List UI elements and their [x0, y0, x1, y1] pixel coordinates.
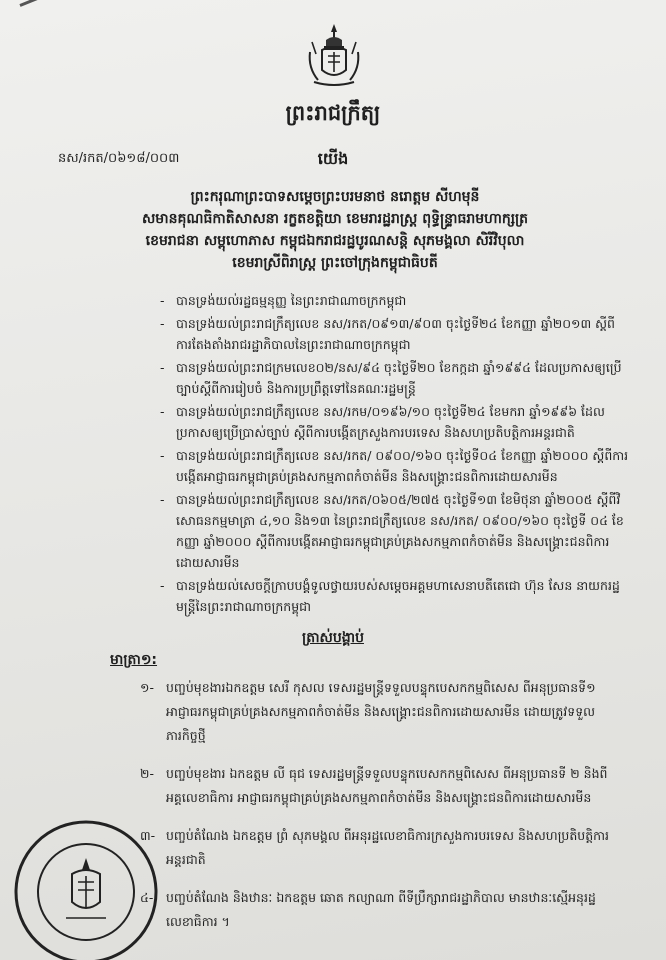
royal-arms-emblem-icon — [304, 22, 364, 88]
decree-title: ព្រះរាជក្រឹត្យ — [285, 101, 381, 125]
article-item — [140, 762, 620, 810]
item-number: ៤- — [140, 890, 154, 905]
article-item — [140, 824, 620, 872]
considerations-list — [160, 290, 630, 619]
document-number: នស/រកត/០៦១៨/០០៣ — [58, 151, 180, 166]
consideration-item: - បានទ្រង់យល់ព្រះរាជក្រឹត្យលេខ នស/រកត/ ០៩០០/១៦០ ចុះថ្ងៃទី០៤ ខែកញ្ញា ឆ្នាំ២០០០ ស្ដីពីការបង្កើតអាជ្ញាធរកម្ពុជាគ្រប់គ្រងសកម្មភាពកំចាត់មីន និងសង្គ្រោះជនពិការដោយសារមីន — [160, 445, 630, 487]
article-item — [140, 886, 620, 934]
item-number: ២- — [140, 766, 154, 781]
royal-title-line: សមានគុណធិកាតិសាសនា រក្ខតខត្តិយា ខេមរារដ្ឋរាស្ត្រ ពុទ្ធិន្ទ្រាធរាមហាក្សត្រ — [141, 211, 529, 227]
item-text: បញ្ចប់មុខងារ ឯកឧត្ដម លី ធុជ ទេសរដ្ឋមន្ត្រីទទួលបន្ទុកបេសកកម្មពិសេស ពីអនុប្រធានទី ២ និងពីអគ្គលេខាធិការ អាជ្ញាធរកម្ពុជាគ្រប់គ្រងសកម្មភាពកំចាត់មីន និងសង្គ្រោះជនពិការដោយសារមីន — [166, 766, 608, 805]
royal-title-block — [40, 186, 630, 274]
consideration-item: - បានទ្រង់យល់សេចក្ដីក្រាបបង្គំទូលថ្វាយរបស់សម្ដេចអគ្គមហាសេនាបតីតេជោ ហ៊ុន សែន នាយករដ្ឋមន្ត្រីនៃព្រះរាជាណាចក្រកម្ពុជា — [160, 575, 630, 617]
article-label: មាត្រា១: — [110, 652, 158, 668]
we-heading: យើង — [317, 149, 349, 168]
item-text: បញ្ចប់តំណែង ឯកឧត្ដម ព្រំ សុភមង្គល ពីអនុរដ្ឋលេខាធិការក្រសួងការបរទេស និងសហប្រតិបត្តិការអន្តរជាតិ — [166, 828, 610, 867]
royal-palace-seal-stamp-icon — [12, 818, 160, 960]
item-number: ១- — [140, 680, 154, 695]
royal-title-line: ព្រះករុណាព្រះបាទសម្ដេចព្រះបរមនាថ នរោត្ដម សីហមុនី — [190, 189, 480, 205]
consideration-item: - បានទ្រង់យល់ព្រះរាជក្រឹត្យលេខ នស/រកត/០៦០៥/២៧៥ ចុះថ្ងៃទី១៣ ខែមិថុនា ឆ្នាំ២០០៥ ស្ដីពីវិសោធនកម្មមាត្រា ៤,១០ និង១៣ នៃព្រះរាជក្រឹត្យលេខ នស/រកត/ ០៩០០/១៦០ ចុះថ្ងៃទី ០៤ ខែកញ្ញា ឆ្នាំ២០០០ ស្ដីពីការបង្កើតអាជ្ញាធរកម្ពុជាគ្រប់គ្រងសកម្មភាពកំចាត់មីន និងសង្គ្រោះជនពិការដោយសារមីន — [160, 489, 630, 573]
paper-crease — [19, 0, 104, 7]
royal-title-line: ខេមរាជនា សម្ពុហោភាស កម្ពុជឯករាជរដ្ឋបូរណសន្តិ សុភមង្គលា សិរីវិបុលា — [145, 233, 525, 249]
decides-heading: ត្រាស់បង្គាប់ — [302, 630, 364, 646]
item-text: បញ្ចប់តំណែង និងឋានៈ ឯកឧត្ដម ឆោត កល្យាណា ពីទីប្រឹក្សារាជរដ្ឋាភិបាល មានឋានៈស្មើអនុរដ្ឋលេខាធិការ ។ — [166, 890, 596, 929]
consideration-item: - បានទ្រង់យល់រដ្ឋធម្មនុញ្ញ នៃព្រះរាជាណាចក្រកម្ពុជា — [160, 290, 630, 311]
consideration-item: - បានទ្រង់យល់ព្រះរាជក្រមលេខ០២/នស/៩៤ ចុះថ្ងៃទី២០ ខែកក្កដា ឆ្នាំ១៩៩៤ ដែលប្រកាសឲ្យប្រើច្បាប់ស្ដីពីការរៀបចំ និងការប្រព្រឹត្តទៅនៃគណៈរដ្ឋមន្ត្រី — [160, 357, 630, 399]
article-items — [140, 676, 620, 948]
item-number: ៣- — [140, 828, 156, 843]
royal-title-line: ខេមរាស្រីពិរាស្ត្រ ព្រះចៅក្រុងកម្ពុជាធិបតី — [232, 255, 438, 271]
article-item — [140, 676, 620, 748]
item-text: បញ្ចប់មុខងារឯកឧត្ដម សេរី កុសល ទេសរដ្ឋមន្ត្រីទទួលបន្ទុកបេសកកម្មពិសេស ពីអនុប្រធានទី១ អាជ្ញាធរកម្ពុជាគ្រប់គ្រងសកម្មភាពកំចាត់មីន និងសង្គ្រោះជនពិការដោយសារមីន ដោយត្រូវទទួលភារកិច្ចថ្មី — [166, 680, 596, 743]
consideration-item: - បានទ្រង់យល់ព្រះរាជក្រឹត្យលេខ នស/រកម/០១៩៦/១០ ចុះថ្ងៃទី២៤ ខែមករា ឆ្នាំ១៩៩៦ ដែលប្រកាសឲ្យប្រើប្រាស់ច្បាប់ ស្ដីពីការបង្កើតក្រសួងការបរទេស និងសហប្រតិបត្តិការអន្តរជាតិ — [160, 401, 630, 443]
consideration-item: - បានទ្រង់យល់ព្រះរាជក្រឹត្យលេខ នស/រកត/០៩១៣/៩០៣ ចុះថ្ងៃទី២៤ ខែកញ្ញា ឆ្នាំ២០១៣ ស្ដីពីការតែងតាំងរាជរដ្ឋាភិបាលនៃព្រះរាជាណាចក្រកម្ពុជា — [160, 313, 630, 355]
